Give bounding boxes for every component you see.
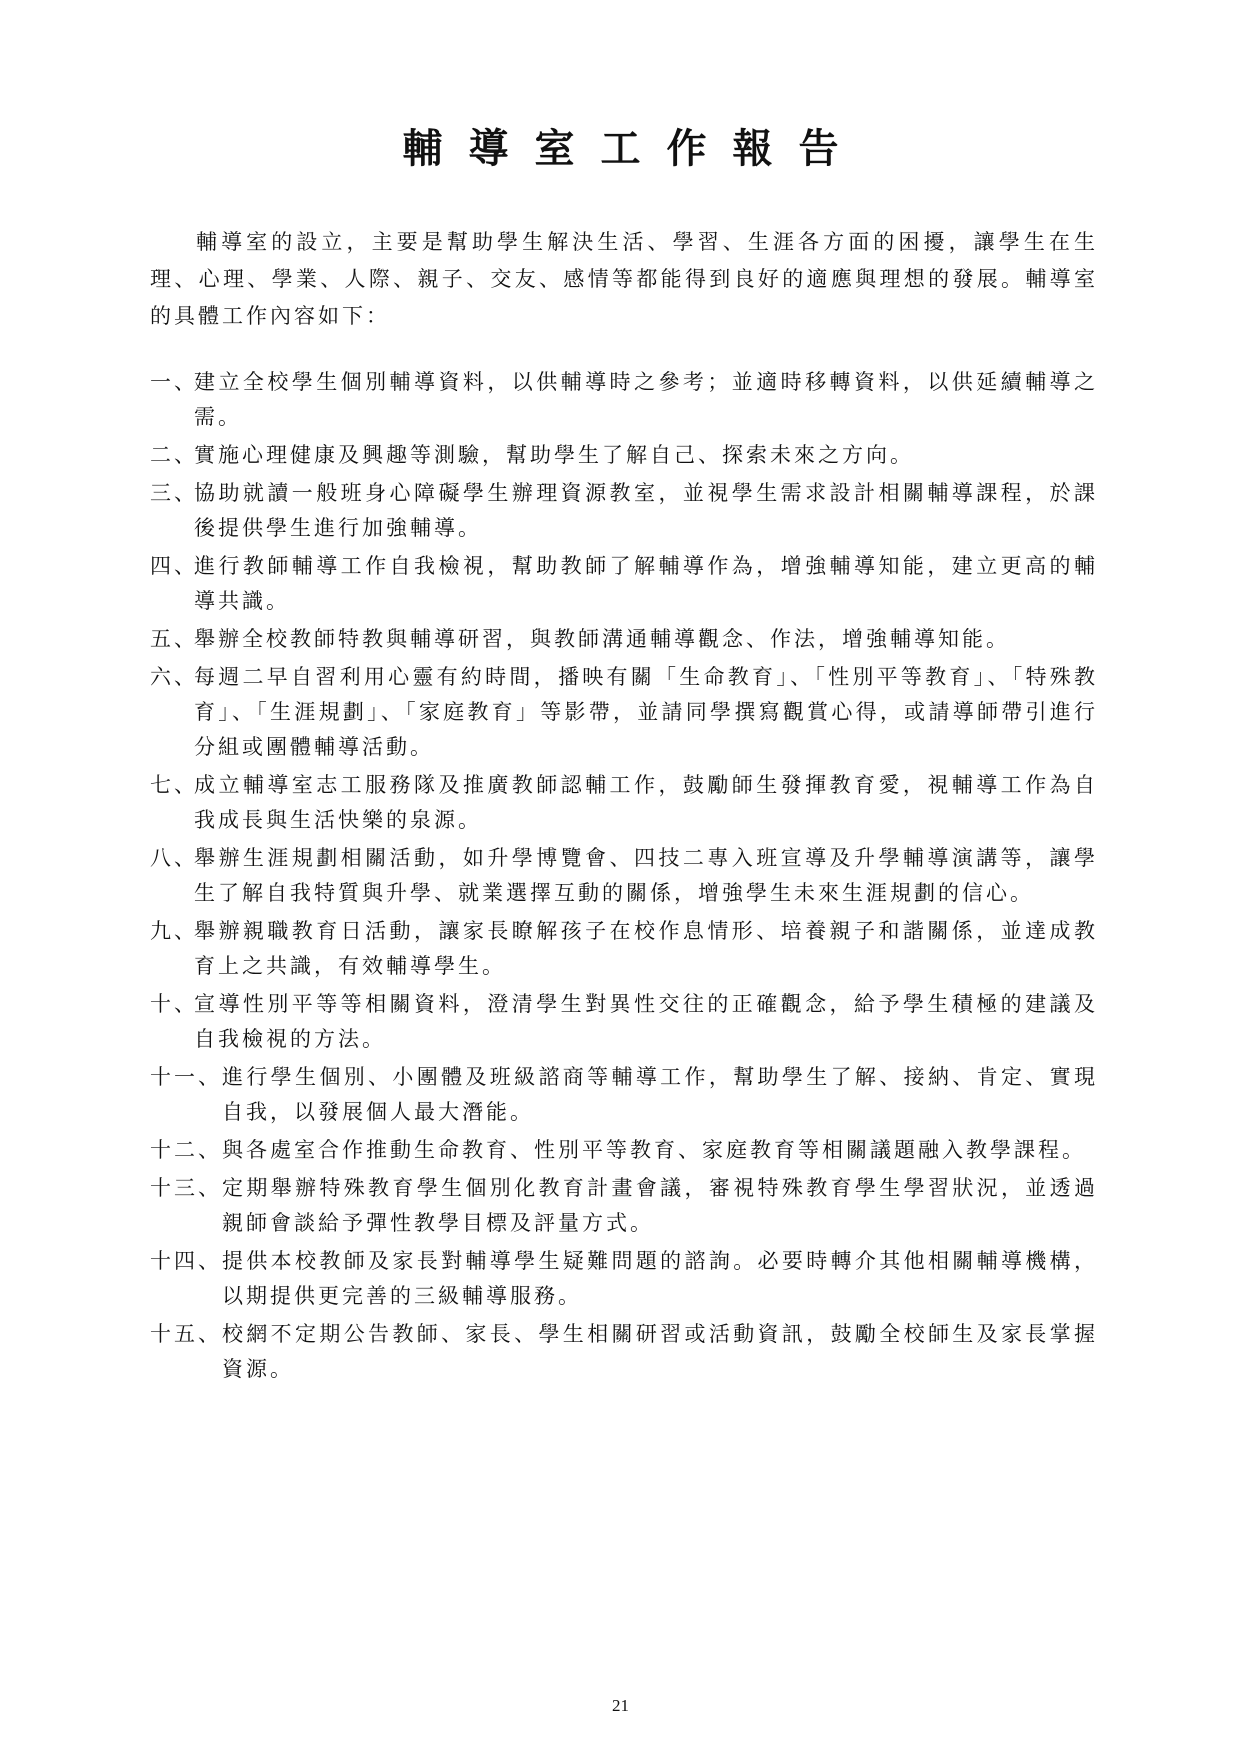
page-title: 輔導室工作報告: [402, 125, 865, 172]
item-text: 提供本校教師及家長對輔導學生疑難問題的諮詢。必要時轉介其他相關輔導機構，以期提供更完善的三級輔導服務。: [222, 1249, 1098, 1308]
item-text: 舉辦生涯規劃相關活動，如升學博覽會、四技二專入班宣導及升學輔導演講等，讓學生了解自我特質與升學、就業選擇互動的關係，增強學生未來生涯規劃的信心。: [194, 846, 1098, 905]
item-marker: 三、: [150, 481, 198, 505]
report-content: [150, 224, 1098, 1390]
item-text: 舉辦全校教師特教與輔導研習，與教師溝通輔導觀念、作法，增強輔導知能。: [194, 627, 1010, 651]
item-text: 建立全校學生個別輔導資料，以供輔導時之參考；並適時移轉資料，以供延續輔導之需。: [194, 370, 1098, 429]
work-item-list: [150, 365, 1098, 1387]
list-item: [150, 438, 1098, 473]
item-marker: 一、: [150, 370, 198, 394]
item-marker: 八、: [150, 846, 198, 870]
item-marker: 二、: [150, 443, 198, 467]
item-marker: 十三、: [150, 1176, 222, 1200]
item-marker: 十、: [150, 992, 198, 1016]
item-text: 成立輔導室志工服務隊及推廣教師認輔工作，鼓勵師生發揮教育愛，視輔導工作為自我成長與生活快樂的泉源。: [194, 773, 1098, 832]
list-item: [150, 365, 1098, 435]
item-marker: 十五、: [150, 1322, 222, 1346]
list-item: [150, 660, 1098, 765]
item-text: 與各處室合作推動生命教育、性別平等教育、家庭教育等相關議題融入教學課程。: [222, 1138, 1086, 1162]
list-item: [150, 914, 1098, 984]
list-item: [150, 1171, 1098, 1241]
item-text: 定期舉辦特殊教育學生個別化教育計畫會議，審視特殊教育學生學習狀況，並透過親師會談給予彈性教學目標及評量方式。: [222, 1176, 1098, 1235]
intro-paragraph: 輔導室的設立，主要是幫助學生解決生活、學習、生涯各方面的困擾，讓學生在生理、心理、學業、人際、親子、交友、感情等都能得到良好的適應與理想的發展。輔導室的具體工作內容如下：: [150, 230, 1098, 328]
item-text: 校網不定期公告教師、家長、學生相關研習或活動資訊，鼓勵全校師生及家長掌握資源。: [222, 1322, 1098, 1381]
list-item: [150, 1244, 1098, 1314]
item-text: 實施心理健康及興趣等測驗，幫助學生了解自己、探索未來之方向。: [194, 443, 914, 467]
list-item: [150, 841, 1098, 911]
item-text: 每週二早自習利用心靈有約時間，播映有關「生命教育」、「性別平等教育」、「特殊教育」、「生涯規劃」、「家庭教育」等影帶，並請同學撰寫觀賞心得，或請導師帶引進行分組或團體輔導活動。: [194, 665, 1098, 759]
page-number: 21: [612, 1696, 629, 1715]
item-text: 協助就讀一般班身心障礙學生辦理資源教室，並視學生需求設計相關輔導課程，於課後提供學生進行加強輔導。: [194, 481, 1098, 540]
item-text: 進行教師輔導工作自我檢視，幫助教師了解輔導作為，增強輔導知能，建立更高的輔導共識。: [194, 554, 1098, 613]
item-marker: 十二、: [150, 1138, 222, 1162]
item-marker: 九、: [150, 919, 198, 943]
item-text: 進行學生個別、小團體及班級諮商等輔導工作，幫助學生了解、接納、肯定、實現自我，以發展個人最大潛能。: [222, 1065, 1098, 1124]
item-marker: 十四、: [150, 1249, 222, 1273]
list-item: [150, 622, 1098, 657]
item-marker: 十一、: [150, 1065, 222, 1089]
item-marker: 五、: [150, 627, 198, 651]
list-item: [150, 768, 1098, 838]
list-item: [150, 1317, 1098, 1387]
list-item: [150, 1133, 1098, 1168]
item-text: 宣導性別平等等相關資料，澄清學生對異性交往的正確觀念，給予學生積極的建議及自我檢視的方法。: [194, 992, 1098, 1051]
list-item: [150, 549, 1098, 619]
list-item: [150, 987, 1098, 1057]
item-marker: 六、: [150, 665, 198, 689]
item-marker: 四、: [150, 554, 198, 578]
item-text: 舉辦親職教育日活動，讓家長瞭解孩子在校作息情形、培養親子和諧關係，並達成教育上之共識，有效輔導學生。: [194, 919, 1098, 978]
list-item: [150, 476, 1098, 546]
item-marker: 七、: [150, 773, 198, 797]
list-item: [150, 1060, 1098, 1130]
